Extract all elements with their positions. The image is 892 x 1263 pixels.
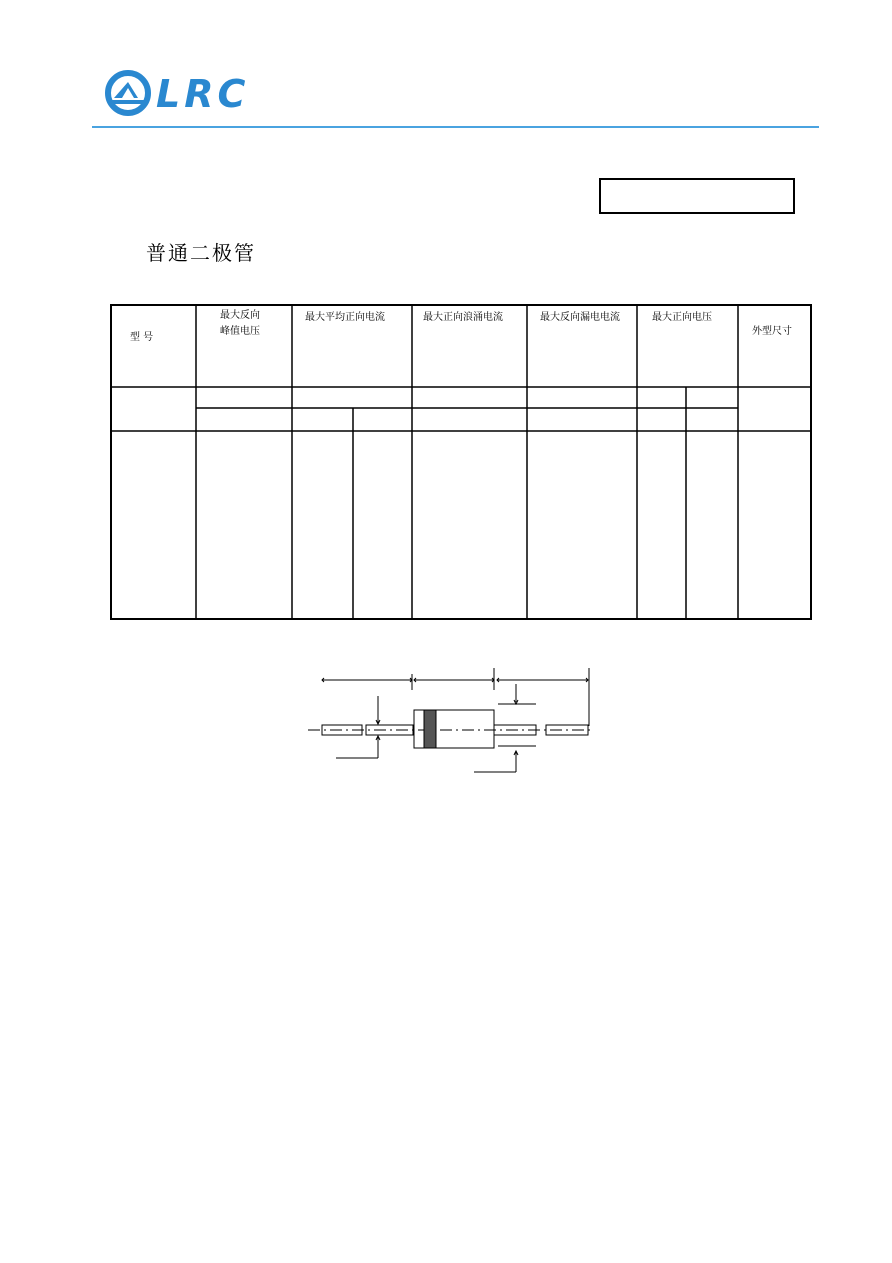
header-model: 型 号 (130, 332, 154, 343)
package-outline-diagram (300, 660, 600, 780)
page-title: 普通二极管 (146, 241, 256, 265)
logo-emblem-icon (104, 68, 156, 120)
header-forward-voltage: 最大正向电压 (652, 312, 712, 323)
header-surge-current: 最大正向浪涌电流 (423, 312, 503, 323)
header-vrrm-line1: 最大反向 (220, 310, 260, 321)
logo-text: LRC (156, 72, 250, 116)
company-logo (104, 68, 264, 120)
header-vrrm-line2: 峰值电压 (220, 326, 260, 337)
header-avg-forward-current: 最大平均正向电流 (305, 312, 385, 323)
spec-table (110, 304, 812, 620)
header-package: 外型尺寸 (752, 326, 792, 337)
header-rule (92, 126, 819, 128)
part-number-box (599, 178, 795, 214)
header-reverse-leakage: 最大反向漏电电流 (540, 312, 620, 323)
